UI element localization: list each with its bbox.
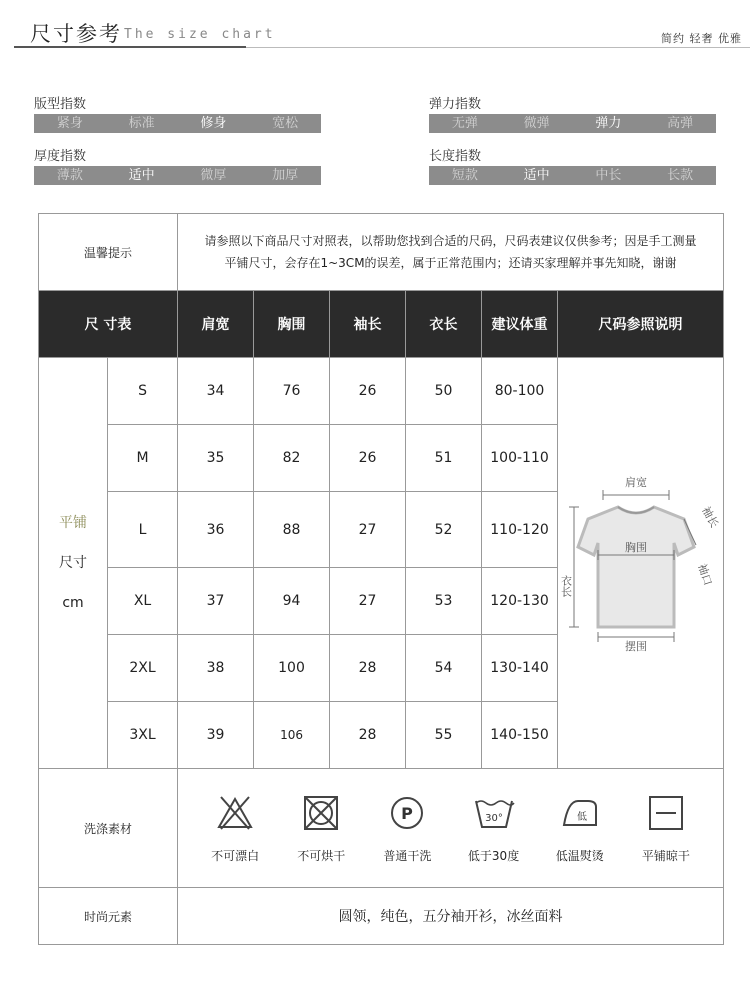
tip-line-1: 请参照以下商品尺寸对照表，以帮助您找到合适的尺码，尺码表建议仅供参考；因是手工测量 — [204, 234, 697, 248]
length-index — [429, 148, 716, 185]
thickness-option-selected: 适中 — [128, 168, 155, 183]
wash-item — [196, 793, 274, 864]
tshirt-outline — [578, 507, 694, 627]
wash-caption: 低于30度 — [467, 848, 520, 863]
size-cell: XL — [108, 568, 178, 635]
shoulder-cell: 36 — [178, 492, 254, 568]
sleeve-cell: 27 — [330, 492, 406, 568]
fit-index-bar — [34, 114, 321, 133]
tip-row — [39, 214, 724, 291]
no-tumble-dry-icon — [301, 793, 341, 833]
size-cell: 3XL — [108, 702, 178, 769]
wash-item — [627, 793, 705, 864]
length-option: 短款 — [451, 168, 478, 183]
size-cell: 2XL — [108, 635, 178, 702]
shoulder-cell: 37 — [178, 568, 254, 635]
shoulder-cell: 38 — [178, 635, 254, 702]
wash-temp-glyph: 30° — [484, 812, 503, 824]
shoulder-cell: 39 — [178, 702, 254, 769]
col-header-sleeve: 袖长 — [330, 291, 406, 358]
fit-option: 宽松 — [272, 116, 299, 131]
tip-label: 温馨提示 — [39, 214, 178, 291]
wash-caption: 不可烘干 — [297, 848, 346, 863]
size-cell: L — [108, 492, 178, 568]
length-cell: 53 — [406, 568, 482, 635]
fit-index-label: 版型指数 — [34, 97, 87, 112]
length-cell: 52 — [406, 492, 482, 568]
sleeve-cell: 26 — [330, 358, 406, 425]
style-row — [39, 888, 724, 945]
chest-cell: 76 — [254, 358, 330, 425]
length-index-label: 长度指数 — [429, 149, 482, 164]
header-rule-dark — [14, 46, 246, 48]
col-header-length: 衣长 — [406, 291, 482, 358]
stretch-index — [429, 96, 716, 133]
header-rule-light — [246, 47, 750, 48]
sleeve-cell: 27 — [330, 568, 406, 635]
page-subtitle: The size chart — [124, 27, 276, 42]
diagram-length-label: 衣长 — [559, 575, 573, 597]
page-title: 尺寸参考 — [30, 22, 122, 46]
chest-cell: 94 — [254, 568, 330, 635]
style-text: 圆领，纯色，五分袖开衫，冰丝面料 — [178, 888, 724, 945]
chest-cell: 106 — [254, 702, 330, 769]
stretch-option: 无弹 — [451, 116, 478, 131]
wash-item — [455, 793, 533, 864]
flat-size-label — [39, 358, 108, 769]
dry-clean-p-icon — [387, 793, 427, 833]
dry-clean-glyph: P — [401, 803, 414, 823]
iron-low-icon — [558, 793, 602, 833]
wash-caption: 平铺晾干 — [641, 848, 690, 863]
shoulder-cell: 35 — [178, 425, 254, 492]
thickness-option: 微厚 — [200, 168, 227, 183]
thickness-index-bar — [34, 166, 321, 185]
wash-icons — [178, 793, 723, 864]
side-label-line-2: 尺寸 — [59, 555, 87, 571]
fit-index — [34, 96, 321, 133]
stretch-option: 高弹 — [667, 116, 694, 131]
diagram-shoulder-label: 肩宽 — [624, 476, 647, 489]
sleeve-cell: 26 — [330, 425, 406, 492]
iron-glyph: 低 — [576, 811, 587, 823]
weight-cell: 130-140 — [482, 635, 558, 702]
wash-caption: 普通干洗 — [383, 848, 432, 863]
size-cell: S — [108, 358, 178, 425]
size-cell: M — [108, 425, 178, 492]
thickness-option: 加厚 — [272, 168, 299, 183]
col-header-weight: 建议体重 — [482, 291, 558, 358]
weight-cell: 120-130 — [482, 568, 558, 635]
diagram-cuff-label: 袖口 — [694, 562, 714, 588]
table-row — [39, 358, 724, 425]
diagram-chest-label: 胸围 — [624, 541, 647, 554]
tip-line-2: 平铺尺寸，会存在1~3CM的误差，属于正常范围内；还请买家理解并事先知晓，谢谢 — [224, 256, 677, 270]
table-title: 尺 寸表 — [39, 291, 178, 358]
tshirt-diagram-cell — [558, 358, 724, 769]
wash-icons-cell — [178, 769, 724, 888]
sleeve-cell: 28 — [330, 702, 406, 769]
weight-cell: 100-110 — [482, 425, 558, 492]
stretch-option-selected: 弹力 — [595, 116, 622, 131]
wash-item — [541, 793, 619, 864]
length-cell: 50 — [406, 358, 482, 425]
side-label-line-3: cm — [62, 595, 84, 611]
chest-cell: 88 — [254, 492, 330, 568]
dry-flat-icon — [646, 793, 686, 833]
style-label: 时尚元素 — [39, 888, 178, 945]
thickness-index-label: 厚度指数 — [34, 149, 87, 164]
length-cell: 54 — [406, 635, 482, 702]
diagram-sleeve-label: 袖长 — [698, 504, 721, 530]
wash-row — [39, 769, 724, 888]
col-header-chest: 胸围 — [254, 291, 330, 358]
length-cell: 51 — [406, 425, 482, 492]
sleeve-cell: 28 — [330, 635, 406, 702]
size-table-container — [38, 213, 723, 944]
size-table — [38, 213, 724, 945]
brand-tagline: 简约 轻奢 优雅 — [661, 32, 742, 45]
weight-cell: 140-150 — [482, 702, 558, 769]
fit-option-selected: 修身 — [200, 116, 227, 131]
length-option: 长款 — [667, 168, 694, 183]
col-header-shoulder: 肩宽 — [178, 291, 254, 358]
length-index-bar — [429, 166, 716, 185]
wash-caption: 低温熨烫 — [555, 848, 604, 863]
thickness-option: 薄款 — [56, 168, 83, 183]
table-header-row — [39, 291, 724, 358]
length-option-selected: 适中 — [523, 168, 550, 183]
tip-text — [178, 214, 724, 291]
chest-cell: 100 — [254, 635, 330, 702]
stretch-index-bar — [429, 114, 716, 133]
wash-caption: 不可漂白 — [211, 848, 260, 863]
weight-cell: 110-120 — [482, 492, 558, 568]
fit-option: 紧身 — [56, 116, 83, 131]
weight-cell: 80-100 — [482, 358, 558, 425]
tshirt-diagram — [559, 471, 721, 653]
length-option: 中长 — [595, 168, 622, 183]
thickness-index — [34, 148, 321, 185]
stretch-option: 微弹 — [523, 116, 550, 131]
fit-option: 标准 — [128, 116, 155, 131]
wash-item — [368, 793, 446, 864]
side-label-line-1: 平铺 — [59, 515, 87, 531]
wash-30-icon — [472, 793, 516, 833]
col-header-guide: 尺码参照说明 — [558, 291, 724, 358]
chest-cell: 82 — [254, 425, 330, 492]
diagram-hem-label: 摆围 — [624, 640, 647, 653]
shoulder-cell: 34 — [178, 358, 254, 425]
no-bleach-icon — [215, 793, 255, 833]
wash-item — [282, 793, 360, 864]
stretch-index-label: 弹力指数 — [429, 97, 482, 112]
length-cell: 55 — [406, 702, 482, 769]
wash-label: 洗涤素材 — [39, 769, 178, 888]
